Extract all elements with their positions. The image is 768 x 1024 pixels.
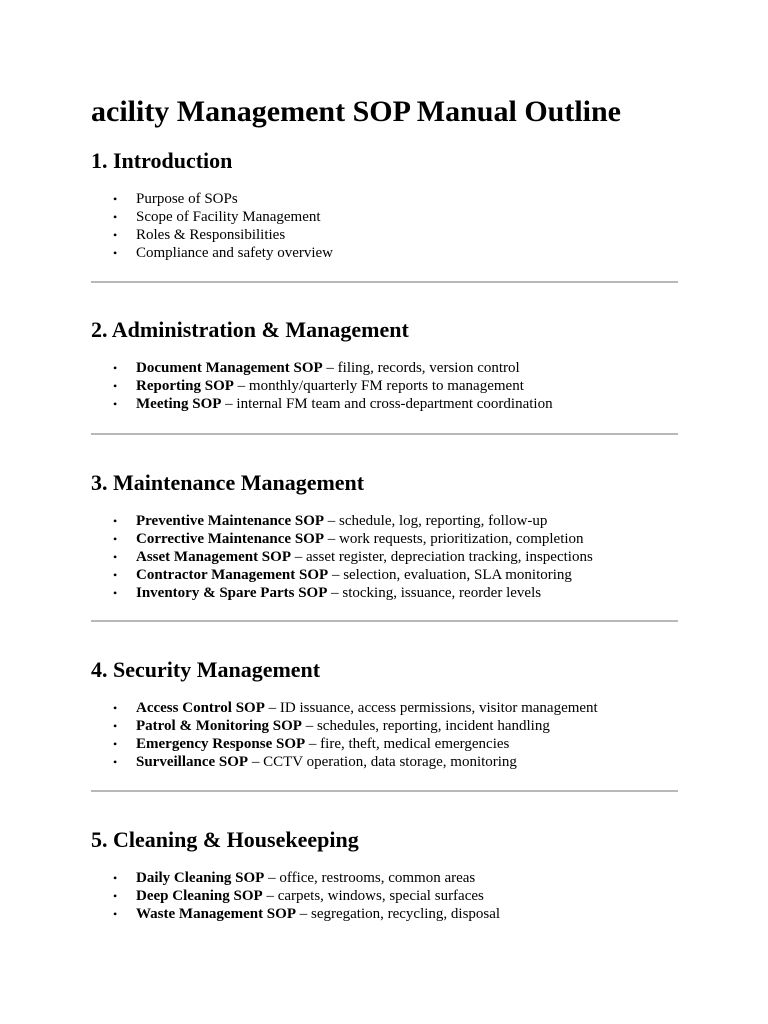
bullet-icon: •: [113, 871, 118, 885]
list-item: [91, 699, 598, 717]
item-label: Meeting SOP: [136, 396, 222, 412]
list-item: [91, 359, 553, 377]
bullet-icon: •: [113, 246, 118, 260]
list-item: [91, 584, 593, 602]
section-maintenance: [91, 469, 678, 601]
section-divider: [91, 281, 678, 283]
item-text: Scope of Facility Management: [136, 209, 321, 225]
item-text: – internal FM team and cross-department coordination: [221, 396, 553, 412]
item-text: – work requests, prioritization, completion: [324, 531, 584, 547]
item-text: – selection, evaluation, SLA monitoring: [328, 567, 572, 583]
item-text: – monthly/quarterly FM reports to management: [233, 378, 524, 394]
list-item: [91, 566, 593, 584]
item-label: Document Management SOP: [136, 360, 323, 376]
list-item: [91, 753, 598, 771]
section-heading: 5. Cleaning & Housekeeping: [91, 827, 359, 852]
section-cleaning: [91, 826, 678, 922]
bullet-list: [91, 869, 500, 923]
list-item: [91, 208, 333, 226]
item-label: Asset Management SOP: [136, 549, 291, 565]
bullet-icon: •: [113, 907, 118, 921]
item-text: – filing, records, version control: [322, 360, 520, 376]
section-heading: 3. Maintenance Management: [91, 470, 365, 495]
item-text: – stocking, issuance, reorder levels: [327, 585, 542, 601]
list-item: [91, 512, 593, 530]
item-text: – asset register, depreciation tracking, inspections: [290, 549, 593, 565]
item-label: Corrective Maintenance SOP: [136, 531, 325, 547]
item-text: – fire, theft, medical emergencies: [305, 736, 510, 752]
section-divider: [91, 433, 678, 435]
section-divider: [91, 790, 678, 792]
item-label: Surveillance SOP: [136, 754, 249, 770]
item-text: – carpets, windows, special surfaces: [262, 888, 484, 904]
item-text: – segregation, recycling, disposal: [295, 906, 501, 922]
item-text: – ID issuance, access permissions, visitor management: [264, 700, 598, 716]
bullet-list: [91, 699, 598, 771]
bullet-list: [91, 512, 593, 602]
bullet-icon: •: [113, 228, 118, 242]
item-text: Roles & Responsibilities: [136, 227, 286, 243]
item-text: – office, restrooms, common areas: [264, 870, 476, 886]
item-text: – schedule, log, reporting, follow-up: [324, 513, 548, 529]
list-item: [91, 735, 598, 753]
list-item: [91, 717, 598, 735]
list-item: [91, 887, 500, 905]
bullet-icon: •: [113, 755, 118, 769]
item-label: Contractor Management SOP: [136, 567, 329, 583]
item-label: Deep Cleaning SOP: [136, 888, 263, 904]
bullet-icon: •: [113, 586, 118, 600]
bullet-icon: •: [113, 379, 118, 393]
list-item: [91, 530, 593, 548]
bullet-list: [91, 359, 553, 413]
list-item: [91, 377, 553, 395]
bullet-icon: •: [113, 737, 118, 751]
item-label: Access Control SOP: [136, 700, 265, 716]
item-text: – schedules, reporting, incident handling: [301, 718, 550, 734]
list-item: [91, 395, 553, 413]
item-text: – CCTV operation, data storage, monitoring: [248, 754, 517, 770]
item-label: Inventory & Spare Parts SOP: [136, 585, 328, 601]
bullet-icon: •: [113, 568, 118, 582]
bullet-icon: •: [113, 192, 118, 206]
bullet-icon: •: [113, 701, 118, 715]
section-heading: 1. Introduction: [91, 148, 233, 173]
item-label: Emergency Response SOP: [136, 736, 306, 752]
list-item: [91, 244, 333, 262]
document-title: acility Management SOP Manual Outline: [91, 95, 621, 128]
section-security: [91, 656, 678, 770]
bullet-icon: •: [113, 719, 118, 733]
bullet-icon: •: [113, 550, 118, 564]
list-item: [91, 226, 333, 244]
bullet-list: [91, 190, 333, 262]
bullet-icon: •: [113, 889, 118, 903]
bullet-icon: •: [113, 397, 118, 411]
bullet-icon: •: [113, 361, 118, 375]
item-label: Daily Cleaning SOP: [136, 870, 265, 886]
item-text: Purpose of SOPs: [136, 191, 238, 207]
item-text: Compliance and safety overview: [136, 245, 334, 261]
item-label: Reporting SOP: [136, 378, 234, 394]
section-heading: 2. Administration & Management: [91, 317, 409, 342]
item-label: Waste Management SOP: [136, 906, 296, 922]
bullet-icon: •: [113, 210, 118, 224]
list-item: [91, 548, 593, 566]
item-label: Preventive Maintenance SOP: [136, 513, 325, 529]
section-divider: [91, 620, 678, 622]
section-introduction: [91, 147, 678, 261]
item-label: Patrol & Monitoring SOP: [136, 718, 302, 734]
section-administration: [91, 316, 678, 412]
list-item: [91, 905, 500, 923]
list-item: [91, 190, 333, 208]
section-heading: 4. Security Management: [91, 657, 321, 682]
bullet-icon: •: [113, 532, 118, 546]
bullet-icon: •: [113, 514, 118, 528]
list-item: [91, 869, 500, 887]
